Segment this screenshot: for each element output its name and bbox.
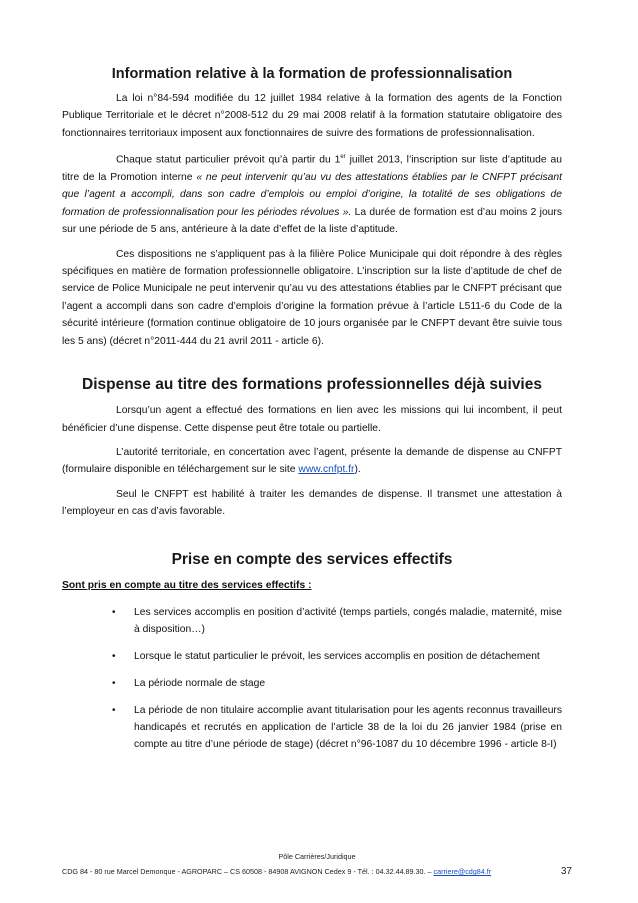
- cnfpt-website-link[interactable]: www.cnfpt.fr: [298, 464, 355, 476]
- list-item: [62, 675, 562, 692]
- paragraph-dispense-cnfpt: Seul le CNFPT est habilité à traiter les demandes de dispense. Il transmet une attestation à l’employeur en cas d’avis favorable.: [62, 488, 562, 518]
- paragraph-dispense-demande: [62, 444, 562, 479]
- bullet-icon: •: [112, 650, 116, 662]
- section-title-formation: Information relative à la formation de professionnalisation: [111, 66, 513, 82]
- footer-address: CDG 84 - 80 rue Marcel Demonque - AGROPARC – CS 60508 - 84908 AVIGNON Cedex 9 - Tél. : 04.32.44.89.30. –: [62, 867, 434, 876]
- paragraph-police-municipale: Ces dispositions ne s’appliquent pas à la filière Police Municipale qui doit répondre à des règles spécifiques en matière de formation professionnelle obligatoire. L’inscription sur la liste d’aptitude de chef de service de Police Municipale ne peut intervenir qu’au vu des attestations établies par le CNFPT précisant que l’agent a accompli dans son cadre d’emplois d’origine la formation prévue à l’article L511-6 du Code de la sécurité intérieure (formation continue obligatoire de 10 jours organisée par le CNFPT devant être suivie tous les 5 ans) (décret n°2011-444 du 21 avril 2011 - article 6).: [62, 248, 562, 347]
- page-number: 37: [560, 866, 572, 877]
- paragraph-loi: La loi n°84-594 modifiée du 12 juillet 1984 relative à la formation des agents de la Fonction Publique Territoriale et le décret n°2008-512 du 29 mai 2008 relatif à la formation statutaire obligatoire des fonctionnaires territoriaux imposent aux fonctionnaires de suivre des formations de professionnalisation.: [62, 93, 562, 139]
- list-item-text: La période normale de stage: [134, 677, 266, 689]
- footer-department: Pôle Carrières/Juridique: [278, 852, 356, 861]
- superscript-er: er: [340, 154, 346, 161]
- paragraph-dispense-intro: Lorsqu’un agent a effectué des formations en lien avec les missions qui lui incombent, il peut bénéficier d’une dispense. Cette dispense peut être totale ou partielle.: [62, 405, 562, 434]
- list-item-text: La période de non titulaire accomplie avant titularisation pour les agents reconnus travailleurs handicapés et recrutés en application de l’article 38 de la loi du 26 janvier 1984 (prise en compte au titre d’une période de stage) (décret n°96-1087 du 10 décembre 1996 - article 8-I): [134, 704, 562, 750]
- footer-address-line: [62, 867, 491, 876]
- bullet-icon: •: [112, 606, 116, 618]
- list-item: [62, 604, 562, 638]
- paragraph-statut-part-c: La durée de formation est d’au moins 2 jours sur une période de 5 ans, antérieure à la date d’effet de la liste d’aptitude.: [62, 206, 562, 236]
- paragraph-statut-quote: « ne peut intervenir qu’au vu des attestations établies par le CNFPT précisant que l’agent a accompli, dans son cadre d’emplois ou emploi d’origine, la totalité de ses obligations de formation de professionnalisation pour les périodes révolues ».: [62, 172, 562, 218]
- section-title-services-effectifs: Prise en compte des services effectifs: [171, 550, 453, 568]
- list-item-text: Lorsque le statut particulier le prévoit, les services accomplis en position de détachement: [134, 650, 540, 662]
- paragraph-dispense-demande-part-b: ).: [354, 464, 361, 476]
- paragraph-statut-part-a: Chaque statut particulier prévoit qu’à partir du 1: [116, 154, 341, 166]
- page-content: [62, 66, 562, 763]
- page-footer: [62, 852, 572, 877]
- paragraph-dispense-demande-part-a: L’autorité territoriale, en concertation avec l’agent, présente la demande de dispense au CNFPT (formulaire disponible en téléchargement sur le site: [62, 446, 562, 476]
- list-item-text: Les services accomplis en position d’activité (temps partiels, congés maladie, maternité, mise à disposition…): [134, 606, 562, 635]
- footer-email-link[interactable]: carriere@cdg84.fr: [433, 867, 492, 876]
- list-item: [62, 648, 562, 665]
- bullet-icon: •: [112, 704, 116, 716]
- section-title-dispense: Dispense au titre des formations professionnelles déjà suivies: [82, 376, 542, 394]
- services-effectifs-list: [62, 604, 562, 753]
- bullet-icon: •: [112, 677, 116, 689]
- paragraph-statut: [62, 149, 562, 238]
- footer-row: [62, 866, 572, 877]
- paragraph-statut-part-b: juillet 2013, l’inscription sur liste d’aptitude au titre de la Promotion interne: [62, 154, 562, 184]
- services-effectifs-subtitle: Sont pris en compte au titre des services effectifs :: [62, 579, 312, 591]
- list-item: [62, 702, 562, 753]
